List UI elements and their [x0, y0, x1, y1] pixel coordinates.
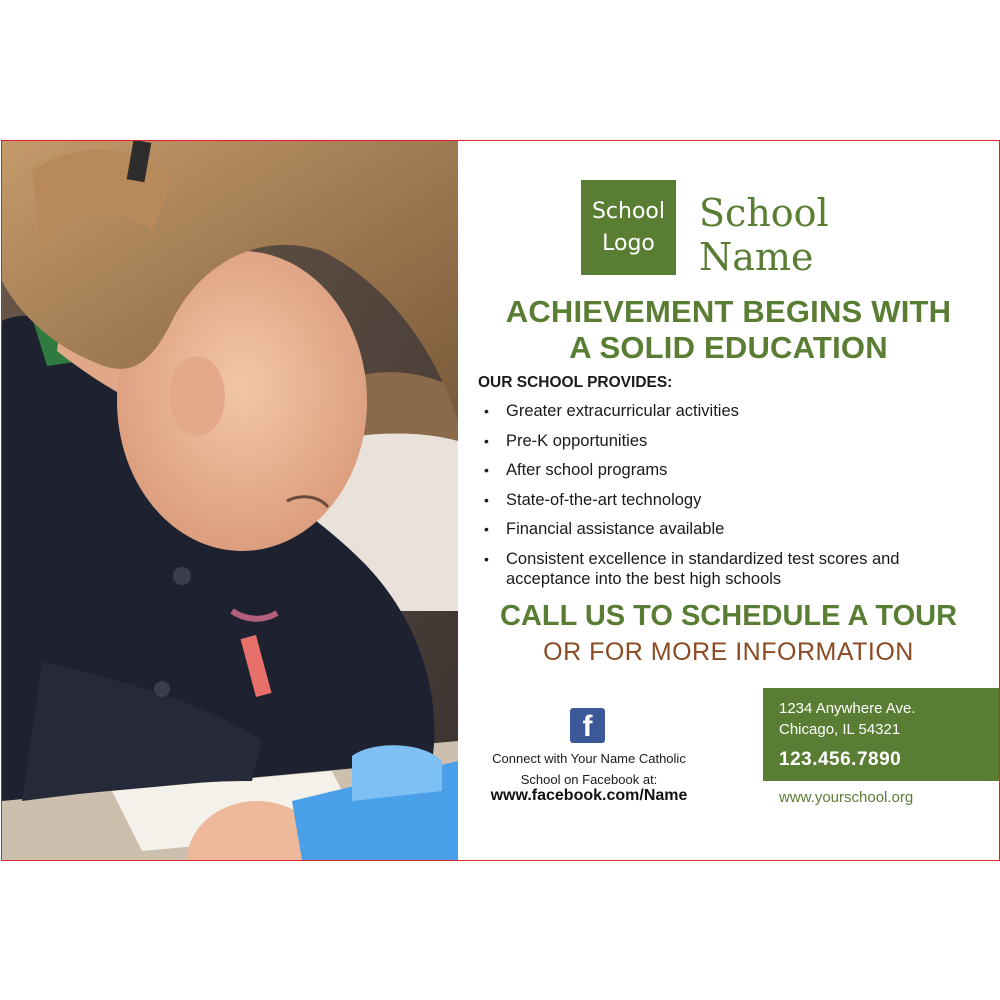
content-panel [458, 141, 999, 860]
list-item-text: Greater extracurricular activities [506, 402, 739, 420]
bullet-icon: • [484, 521, 489, 537]
facebook-text-line-2: School on Facebook at: [520, 772, 658, 787]
contact-box [763, 688, 999, 781]
school-name-line-1: School [699, 191, 829, 235]
list-item [484, 549, 926, 589]
school-flyer [1, 140, 1000, 861]
address [779, 698, 916, 740]
provides-list [484, 401, 994, 598]
list-item-text: Consistent excellence in standardized test scores and acceptance into the best high schools [506, 549, 900, 588]
list-item-text: Financial assistance available [506, 520, 725, 538]
list-item-text: Pre-K opportunities [506, 431, 648, 450]
headline [458, 294, 999, 366]
headline-line-1: ACHIEVEMENT BEGINS WITH [505, 294, 952, 329]
phone-number[interactable]: 123.456.7890 [779, 749, 902, 770]
school-name [699, 191, 829, 279]
bullet-icon: • [484, 550, 489, 567]
bullet-icon: • [484, 432, 489, 449]
bullet-icon: • [484, 462, 489, 478]
list-item [484, 431, 994, 451]
logo-line-1: School [591, 198, 666, 224]
cta-heading: CALL US TO SCHEDULE A TOUR [499, 600, 958, 632]
website-link[interactable]: www.yourschool.org [779, 789, 914, 806]
list-item [484, 460, 994, 480]
provides-heading: OUR SCHOOL PROVIDES: [478, 374, 673, 391]
cta-subheading: OR FOR MORE INFORMATION [543, 638, 914, 666]
bullet-icon: • [484, 491, 489, 508]
facebook-url-link[interactable]: www.facebook.com/Name [490, 787, 688, 804]
bullet-icon: • [484, 403, 489, 419]
list-item-text: After school programs [506, 461, 668, 479]
list-item [484, 519, 994, 539]
facebook-icon[interactable]: f [570, 708, 605, 743]
headline-line-2: A SOLID EDUCATION [569, 330, 888, 365]
facebook-text [458, 748, 720, 790]
list-item-text: State-of-the-art technology [506, 490, 702, 509]
logo-line-2: Logo [602, 230, 655, 256]
facebook-text-line-1: Connect with Your Name Catholic [492, 751, 686, 766]
address-line-1: 1234 Anywhere Ave. [779, 700, 916, 717]
school-logo [581, 180, 676, 275]
list-item [484, 401, 994, 421]
address-line-2: Chicago, IL 54321 [779, 721, 901, 738]
list-item [484, 490, 994, 510]
student-photo [2, 141, 458, 860]
school-name-line-2: Name [699, 235, 814, 279]
